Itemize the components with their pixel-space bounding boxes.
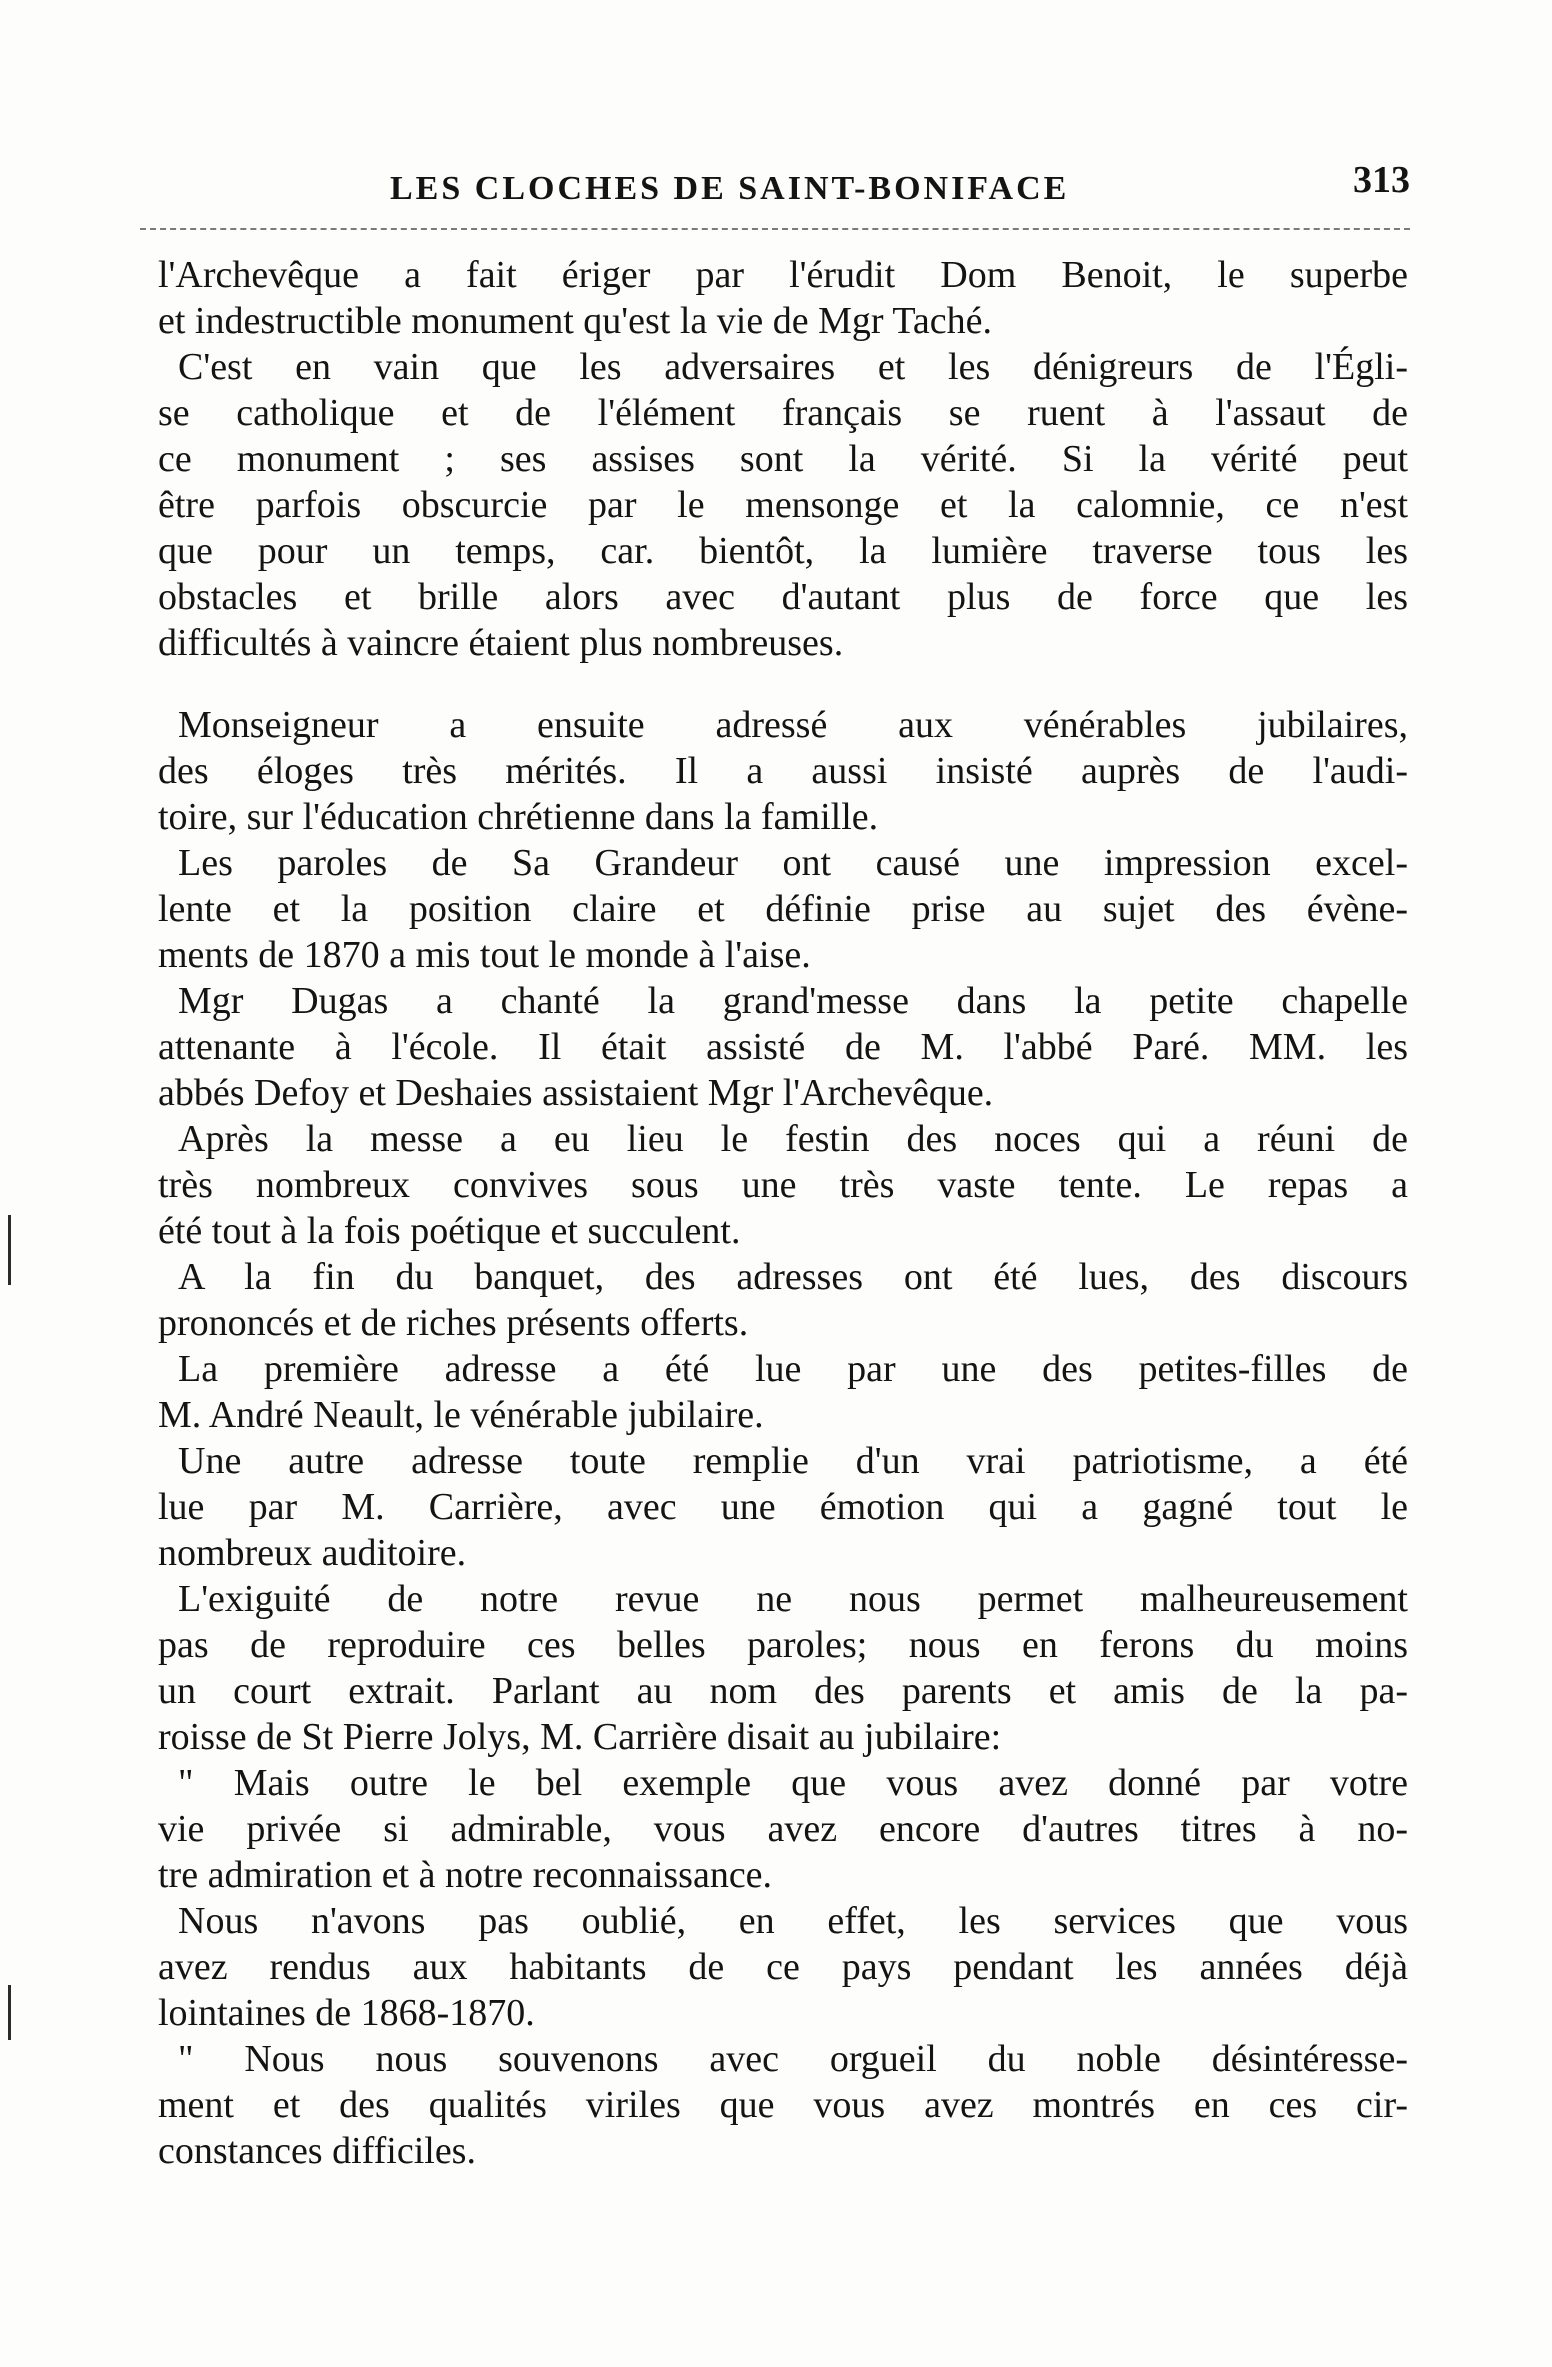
text-line: prononcés et de riches présents offerts.	[158, 1302, 749, 1344]
margin-mark	[8, 1985, 11, 2040]
text-line: que pour un temps, car. bientôt, la lumière traverse tous les	[158, 530, 1408, 572]
text-line: ment et des qualités viriles que vous avez montrés en ces cir-	[158, 2084, 1408, 2126]
text-line: M. André Neault, le vénérable jubilaire.	[158, 1394, 764, 1436]
text-line: Les paroles de Sa Grandeur ont causé une impression excel-	[178, 842, 1408, 884]
text-line: lue par M. Carrière, avec une émotion qui a gagné tout le	[158, 1486, 1408, 1528]
text-line: obstacles et brille alors avec d'autant plus de force que les	[158, 576, 1408, 618]
text-line: très nombreux convives sous une très vaste tente. Le repas a	[158, 1164, 1408, 1206]
text-line: La première adresse a été lue par une des petites-filles de	[178, 1348, 1408, 1390]
text-line: lointaines de 1868-1870.	[158, 1992, 535, 2034]
text-line: C'est en vain que les adversaires et les dénigreurs de l'Égli-	[178, 346, 1408, 388]
text-line: Nous n'avons pas oublié, en effet, les services que vous	[178, 1900, 1408, 1942]
text-line: roisse de St Pierre Jolys, M. Carrière disait au jubilaire:	[158, 1716, 1002, 1758]
text-line: se catholique et de l'élément français se ruent à l'assaut de	[158, 392, 1408, 434]
running-head	[140, 158, 1410, 218]
text-line: été tout à la fois poétique et succulent.	[158, 1210, 741, 1252]
margin-mark	[8, 1215, 11, 1285]
running-title: LES CLOCHES DE SAINT-BONIFACE	[390, 170, 1070, 207]
text-line: toire, sur l'éducation chrétienne dans la famille.	[158, 796, 879, 838]
text-line: attenante à l'école. Il était assisté de M. l'abbé Paré. MM. les	[158, 1026, 1408, 1068]
text-line: L'exiguité de notre revue ne nous permet malheureusement	[178, 1578, 1408, 1620]
text-line: Mgr Dugas a chanté la grand'messe dans la petite chapelle	[178, 980, 1408, 1022]
text-line: difficultés à vaincre étaient plus nombreuses.	[158, 622, 844, 664]
text-line: vie privée si admirable, vous avez encore d'autres titres à no-	[158, 1808, 1408, 1850]
text-line: pas de reproduire ces belles paroles; nous en ferons du moins	[158, 1624, 1408, 1666]
header-rule	[140, 228, 1410, 230]
text-line: un court extrait. Parlant au nom des parents et amis de la pa-	[158, 1670, 1408, 1712]
text-line: ments de 1870 a mis tout le monde à l'aise.	[158, 934, 811, 976]
text-line: l'Archevêque a fait ériger par l'érudit Dom Benoit, le superbe	[158, 254, 1408, 296]
text-line: A la fin du banquet, des adresses ont été lues, des discours	[178, 1256, 1408, 1298]
text-line: nombreux auditoire.	[158, 1532, 467, 1574]
text-line: avez rendus aux habitants de ce pays pendant les années déjà	[158, 1946, 1408, 1988]
text-line: ce monument ; ses assises sont la vérité. Si la vérité peut	[158, 438, 1408, 480]
page-number: 313	[1353, 159, 1410, 201]
text-line: abbés Defoy et Deshaies assistaient Mgr l'Archevêque.	[158, 1072, 994, 1114]
text-line: tre admiration et à notre reconnaissance.	[158, 1854, 773, 1896]
text-line: Une autre adresse toute remplie d'un vrai patriotisme, a été	[178, 1440, 1408, 1482]
text-line: lente et la position claire et définie prise au sujet des évène-	[158, 888, 1408, 930]
text-line: constances difficiles.	[158, 2130, 476, 2172]
text-line: des éloges très mérités. Il a aussi insisté auprès de l'audi-	[158, 750, 1408, 792]
text-line: " Mais outre le bel exemple que vous avez donné par votre	[178, 1762, 1408, 1804]
text-line: et indestructible monument qu'est la vie de Mgr Taché.	[158, 300, 992, 342]
text-line: Après la messe a eu lieu le festin des noces qui a réuni de	[178, 1118, 1408, 1160]
text-line: Monseigneur a ensuite adressé aux vénérables jubilaires,	[178, 704, 1408, 746]
text-line: être parfois obscurcie par le mensonge et la calomnie, ce n'est	[158, 484, 1408, 526]
text-line: " Nous nous souvenons avec orgueil du noble désintéresse-	[178, 2038, 1408, 2080]
